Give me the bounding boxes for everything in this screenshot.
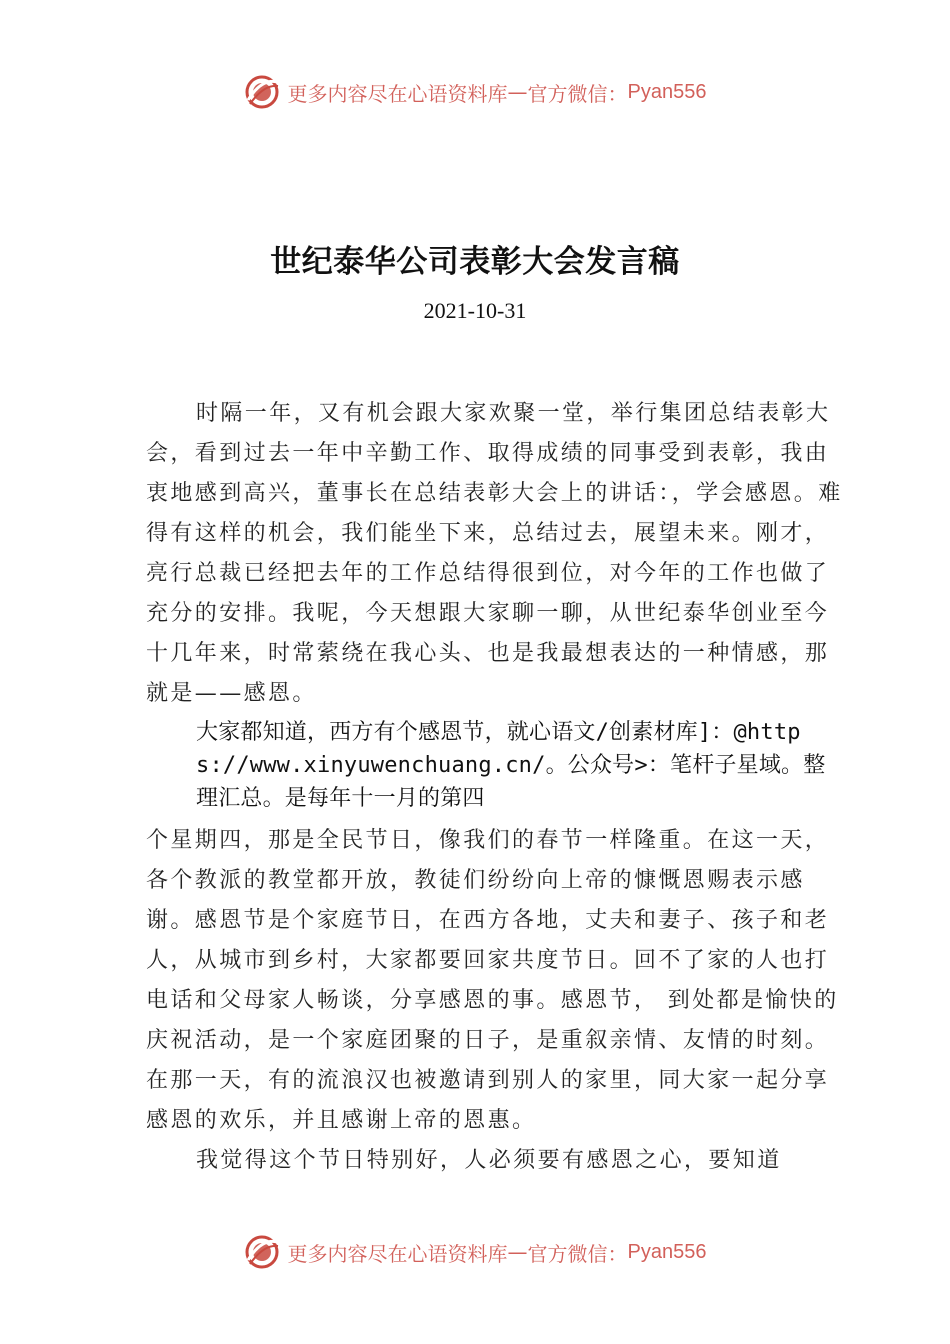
paragraph-1: 时隔一年，又有机会跟大家欢聚一堂，举行集团总结表彰大会，看到过去一年中辛勤工作、取得成绩的同事受到表彰，我由衷地感到高兴，董事长在总结表彰大会上的讲话：，学会感恩。难得有这样的机会，我们能坐下来，总结过去，展望未来。刚才，亮行总裁已经把去年的工作总结得很到位，对今年的工作也做了充分的安排。我呢，今天想跟大家聊一聊，从世纪泰华创业至今十几年来，时常萦绕在我心头、也是我最想表达的一种情感，那就是——感恩。: [146, 401, 843, 706]
paragraph-2: 个星期四，那是全民节日，像我们的春节一样隆重。在这一天，各个教派的教堂都开放，教徒们纷纷向上帝的慷慨恩赐表示感谢。感恩节是个家庭节日，在西方各地，丈夫和妻子、孩子和老人，从城市到乡村，大家都要回家共度节日。回不了家的人也打电话和父母家人畅谈，分享感恩的事。感恩节， 到处都是愉快的庆祝活动，是一个家庭团聚的日子，是重叙亲情、友情的时刻。在那一天，有的流浪汉也被邀请到别人的家里，同大家一起分享感恩的欢乐，并且感谢上帝的恩惠。: [146, 828, 839, 1133]
banner-text: 更多内容尽在心语资料库: [287, 1241, 508, 1266]
banner-dash: —: [507, 80, 528, 104]
banner-dash: —: [507, 1240, 528, 1264]
xinyu-logo-icon: [244, 1234, 280, 1270]
header-banner: [0, 72, 950, 112]
document-body: [146, 394, 846, 1181]
footer-banner: [0, 1232, 950, 1272]
banner-wechat-label: 官方微信：: [527, 1241, 628, 1266]
xinyu-logo-icon: [244, 74, 280, 110]
banner-wechat-id: Pyan556: [627, 1240, 707, 1263]
banner-wechat-id: Pyan556: [627, 80, 707, 103]
document-title: 世纪泰华公司表彰大会发言稿: [270, 244, 680, 280]
paragraph-3: 我觉得这个节日特别好，人必须要有感恩之心，要知道: [196, 1148, 782, 1173]
quote-paragraph: 大家都知道，西方有个感恩节，就心语文/创素材库]：@https://www.xinyuwenchuang.cn/。公众号>：笔杆子星域。整理汇总。是每年十一月的第四: [196, 720, 826, 811]
document-date: 2021-10-31: [423, 298, 527, 323]
banner-text: 更多内容尽在心语资料库: [287, 81, 508, 106]
banner-wechat-label: 官方微信：: [527, 81, 628, 106]
